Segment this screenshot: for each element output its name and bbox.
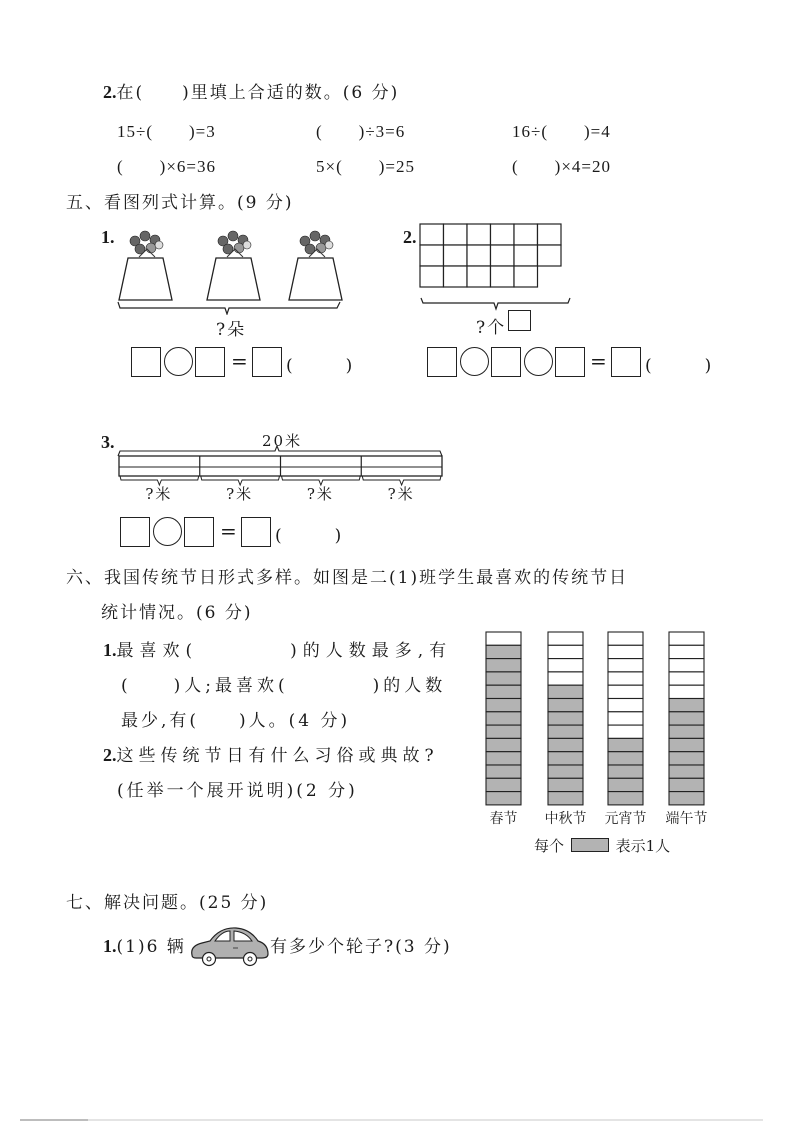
brace: [118, 302, 340, 314]
segment-label: ?米: [145, 485, 173, 503]
answer-box[interactable]: [131, 347, 161, 377]
bar-cell-filled: [669, 792, 704, 805]
bar-column: [608, 632, 643, 805]
segment-label: ?米: [306, 485, 334, 503]
fill-blank-question: [103, 78, 399, 103]
bar-cell-filled: [486, 659, 521, 672]
question-text[interactable]: 最少,有( )人。(4 分): [121, 711, 351, 731]
flower-pot: [207, 231, 260, 300]
grid-cell: [420, 245, 444, 266]
bar-cell-empty: [608, 645, 643, 658]
bar-cell-filled: [486, 765, 521, 778]
equation-blank[interactable]: 15÷( )=3: [117, 122, 216, 141]
question-text: (任举一个展开说明)(2 分): [117, 781, 358, 801]
bar-cell-empty: [548, 672, 583, 685]
bar-cell-empty: [486, 632, 521, 645]
bar-cell-empty: [669, 672, 704, 685]
bar-cell-filled: [669, 752, 704, 765]
bar-cell-filled: [548, 792, 583, 805]
section-title: 五、看图列式计算。(9 分): [66, 193, 294, 213]
bar-cell-filled: [669, 765, 704, 778]
page-bottom-divider: [20, 1119, 763, 1121]
x-tick-label: 春节: [489, 810, 518, 827]
bar-column: [486, 632, 521, 805]
grid-cell: [467, 245, 491, 266]
equation-blank[interactable]: ( )÷3=6: [316, 122, 406, 141]
flower-pots-figure: [115, 225, 355, 315]
grid-cell: [444, 245, 468, 266]
bar-cell-filled: [548, 738, 583, 751]
bar-cell-empty: [608, 672, 643, 685]
bar-cell-filled: [486, 699, 521, 712]
answer-box[interactable]: [241, 517, 271, 547]
bar-cell-empty: [669, 632, 704, 645]
bar-cell-filled: [486, 792, 521, 805]
chart-legend: [534, 835, 670, 856]
question-text[interactable]: 最喜欢( )的人数最多,有: [116, 641, 453, 661]
answer-box[interactable]: [555, 347, 585, 377]
problem-number: 2.: [403, 227, 417, 247]
bar-cell-filled: [486, 725, 521, 738]
answer-box[interactable]: [491, 347, 521, 377]
bar-cell-filled: [669, 699, 704, 712]
bar-cell-filled: [608, 752, 643, 765]
equation-blank[interactable]: 5×( )=25: [316, 157, 415, 176]
question-number: 1.: [103, 640, 117, 660]
grid-cell: [420, 224, 444, 245]
bar-cell-filled: [548, 699, 583, 712]
segment-label: ?米: [226, 485, 254, 503]
x-tick-label: 端午节: [665, 810, 708, 827]
total-length-label: 20米: [262, 432, 303, 450]
bar-cell-empty: [608, 699, 643, 712]
unit-blank[interactable]: ( ): [286, 356, 371, 376]
brace: [421, 298, 570, 309]
bar-cell-filled: [548, 765, 583, 778]
bar-cell-filled: [548, 778, 583, 791]
car-icon: [188, 922, 270, 968]
grid-cell: [514, 224, 538, 245]
chart-question-1: [103, 636, 452, 661]
bar-cell-filled: [669, 725, 704, 738]
grid-cell: [467, 266, 491, 287]
bar-cell-filled: [548, 725, 583, 738]
equation-blank[interactable]: ( )×4=20: [512, 157, 611, 176]
bar-column: [548, 632, 583, 805]
bar-cell-empty: [608, 659, 643, 672]
answer-box[interactable]: [184, 517, 214, 547]
grid-cell: [538, 245, 562, 266]
grid-cell: [444, 224, 468, 245]
bar-cell-empty: [548, 632, 583, 645]
bar-cell-empty: [669, 659, 704, 672]
question-suffix: 有多少个轮子?(3 分): [270, 937, 452, 957]
bar-cell-filled: [486, 738, 521, 751]
bar-cell-filled: [486, 712, 521, 725]
bar-cell-filled: [608, 778, 643, 791]
bar-cell-empty: [669, 685, 704, 698]
bar-cell-empty: [608, 725, 643, 738]
chart-question-2: [103, 741, 439, 766]
grid-cell: [514, 266, 538, 287]
grid-cell: [420, 266, 444, 287]
flower-pot: [289, 231, 342, 300]
question-prefix: (1)6 辆: [116, 937, 186, 957]
bar-cell-filled: [548, 685, 583, 698]
bar-cell-filled: [669, 738, 704, 751]
grid-cell: [491, 266, 515, 287]
brace-label: ?朵: [216, 320, 247, 340]
unit-square-icon: [508, 310, 531, 331]
grid-cell: [467, 224, 491, 245]
operator-circle[interactable]: [524, 347, 553, 376]
bar-cell-empty: [548, 659, 583, 672]
equals-sign: =: [220, 519, 237, 543]
grid-cell: [491, 245, 515, 266]
bar-cell-empty: [608, 632, 643, 645]
question-number: 2.: [103, 82, 117, 102]
grid-cell: [514, 245, 538, 266]
unit-blank[interactable]: ( ): [645, 356, 730, 376]
x-tick-label: 元宵节: [604, 810, 647, 827]
section-title: 六、我国传统节日形式多样。如图是二(1)班学生最喜欢的传统节日: [66, 568, 629, 588]
flower-pot: [119, 231, 172, 300]
bar-cell-filled: [486, 645, 521, 658]
festival-bar-chart: [478, 628, 728, 833]
equation-blank[interactable]: ( )×6=36: [117, 157, 216, 176]
answer-box[interactable]: [120, 517, 150, 547]
grid: [420, 224, 561, 287]
section-title: 七、解决问题。(25 分): [66, 893, 269, 913]
question-number: 2.: [103, 745, 117, 765]
word-problem-1: [103, 932, 186, 957]
bar-cell-filled: [608, 765, 643, 778]
bar-cell-filled: [669, 712, 704, 725]
operator-circle[interactable]: [460, 347, 489, 376]
bar-cell-filled: [486, 685, 521, 698]
answer-box[interactable]: [195, 347, 225, 377]
bar-cell-empty: [608, 712, 643, 725]
bar-cell-filled: [669, 778, 704, 791]
bar-column: [669, 632, 704, 805]
legend-suffix: 表示1人: [615, 837, 671, 855]
answer-box[interactable]: [252, 347, 282, 377]
bar-cell-empty: [669, 645, 704, 658]
bar-cell-empty: [548, 645, 583, 658]
equation-blank[interactable]: 16÷( )=4: [512, 122, 611, 141]
bar-cell-filled: [548, 752, 583, 765]
legend-swatch: [571, 838, 609, 852]
bar-cell-filled: [608, 792, 643, 805]
question-text[interactable]: ( )人;最喜欢( )的人数: [121, 676, 447, 696]
answer-box[interactable]: [611, 347, 641, 377]
grid-cell: [491, 224, 515, 245]
operator-circle[interactable]: [153, 517, 182, 546]
bar-cell-filled: [548, 712, 583, 725]
legend-prefix: 每个: [534, 837, 565, 855]
section-title-continued: 统计情况。(6 分): [101, 603, 253, 623]
bar-cell-empty: [608, 685, 643, 698]
answer-box[interactable]: [427, 347, 457, 377]
problem-number: 1.: [101, 227, 115, 247]
question-text: 这些传统节日有什么习俗或典故?: [116, 746, 439, 766]
bar-cell-filled: [486, 778, 521, 791]
top-brace: [118, 446, 442, 456]
equals-sign: =: [590, 349, 607, 373]
question-number: 1.: [103, 936, 117, 956]
question-title: 在( )里填上合适的数。(6 分): [116, 83, 400, 103]
bar-cell-filled: [608, 738, 643, 751]
grid-cell: [444, 266, 468, 287]
x-tick-label: 中秋节: [544, 810, 587, 827]
unit-blank[interactable]: ( ): [275, 526, 360, 546]
equals-sign: =: [231, 349, 248, 373]
problem-number: 3.: [101, 432, 115, 452]
bar-cell-filled: [486, 752, 521, 765]
grid-cell: [538, 224, 562, 245]
brace-label: ?个: [476, 318, 507, 338]
operator-circle[interactable]: [164, 347, 193, 376]
segment-label: ?米: [387, 485, 415, 503]
bar-cell-filled: [486, 672, 521, 685]
